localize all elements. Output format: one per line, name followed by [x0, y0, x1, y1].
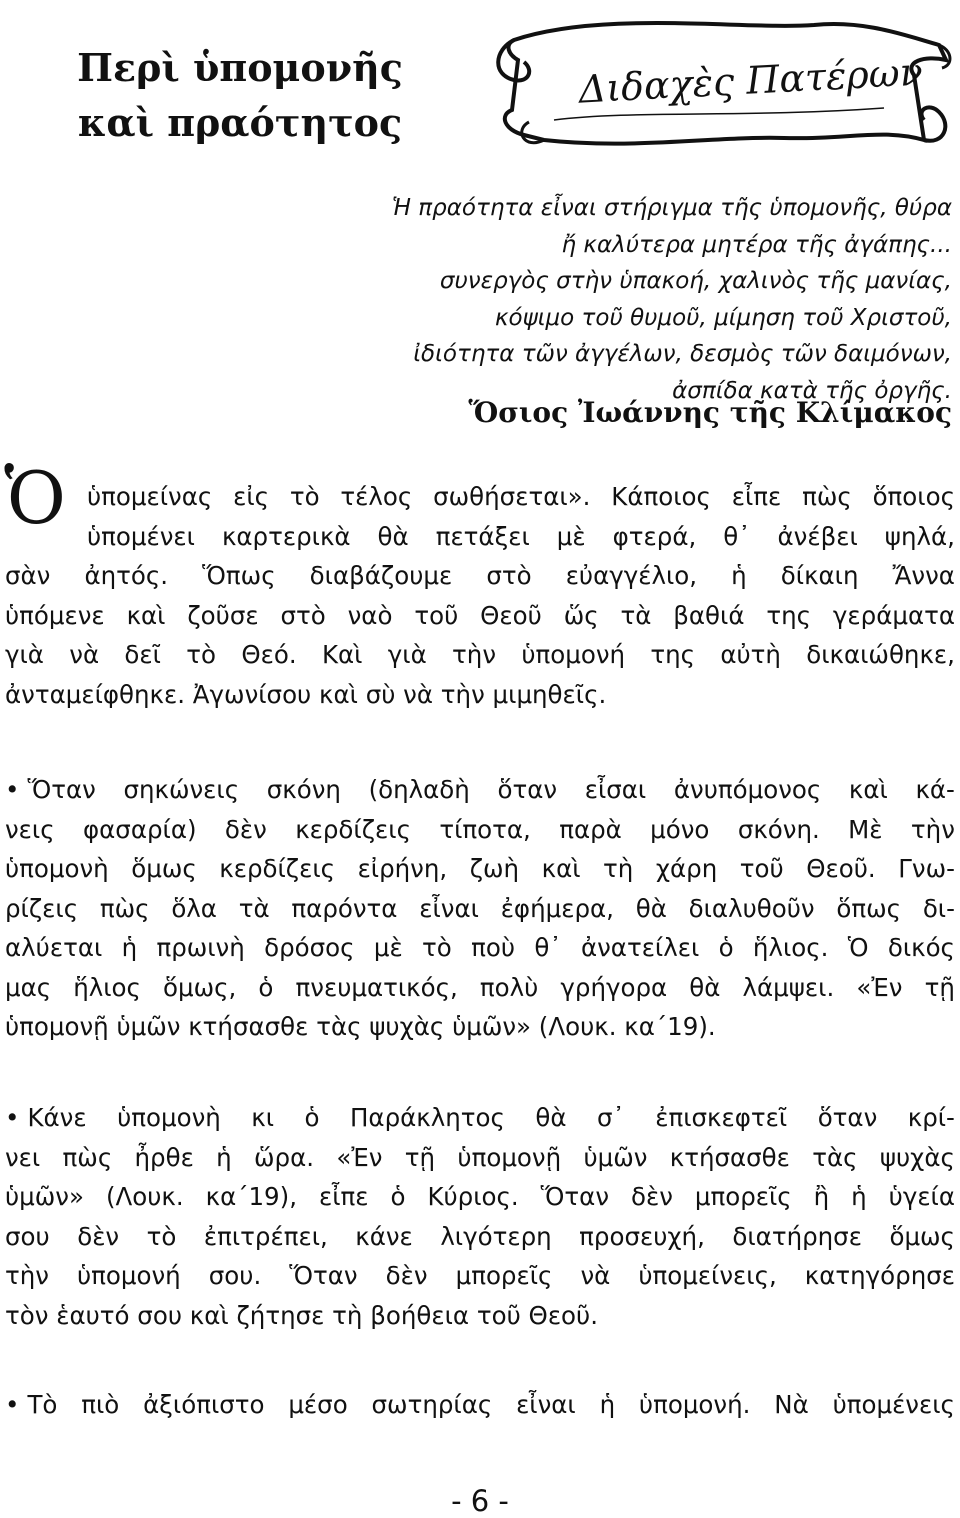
word: λιγότερη	[440, 1221, 552, 1251]
word: της	[650, 640, 696, 669]
text-line	[5, 477, 955, 517]
word: ὑπομονή	[521, 640, 626, 669]
word: τὴν	[452, 640, 497, 669]
text-line	[5, 770, 955, 810]
word: τὰ	[238, 893, 270, 923]
word: ὑγεία	[888, 1182, 955, 1211]
word: δὲν	[224, 814, 267, 844]
word: θὰ	[535, 1103, 567, 1132]
word: Κάποιος	[611, 482, 711, 511]
text-line	[5, 1098, 955, 1138]
word: στὸ	[486, 561, 532, 590]
word: εἶπε	[731, 482, 782, 511]
word: ὅμως	[889, 1221, 955, 1251]
word: φτερά,	[612, 521, 697, 551]
word: μας	[5, 972, 52, 1002]
text-line	[5, 635, 955, 675]
word: πὼς	[99, 893, 150, 923]
word: αλύεται	[5, 933, 103, 962]
word: στὸ	[280, 600, 326, 630]
word: ἡ	[216, 1142, 232, 1172]
word: βαθιά	[673, 600, 745, 630]
text-line	[5, 556, 955, 596]
word: θὰ	[689, 972, 721, 1002]
text-line	[5, 517, 955, 557]
word: κα΄19),	[205, 1182, 297, 1211]
word: ἦρθε	[134, 1142, 194, 1172]
word: εἶναι	[516, 1390, 576, 1419]
text-line	[5, 1385, 955, 1425]
scroll-banner-image	[484, 0, 954, 162]
word: σωθήσεται».	[433, 482, 591, 511]
word: τοῦ	[739, 854, 784, 883]
word: σκόνη.	[737, 814, 820, 844]
word: ἢ	[813, 1182, 830, 1211]
word: ὅμως	[131, 854, 197, 883]
word: δεῖ	[124, 640, 161, 669]
word: ὅμως,	[163, 972, 237, 1002]
word: ἡ	[599, 1390, 616, 1419]
word: Νὰ	[774, 1390, 809, 1419]
word: ὑπομένει	[87, 521, 195, 551]
word: ὑπομένεις	[832, 1390, 955, 1419]
word: καὶ	[541, 854, 581, 883]
word: δὲν	[630, 1182, 673, 1211]
word: κερδίζεις	[219, 854, 336, 883]
word: ἐπισκεφτεῖ	[655, 1103, 788, 1132]
word: τὸ	[289, 482, 320, 511]
word: ὑπομονή.	[638, 1390, 751, 1419]
word: ποὺ	[471, 933, 516, 962]
quote-line: ἰδιότητα τῶν ἀγγέλων, δεσμὸς τῶν δαιμόνων,	[413, 341, 952, 367]
text-span	[5, 635, 955, 675]
word: ἐπιτρέπει,	[203, 1221, 328, 1251]
quote-attribution: Ὅσιος Ἰωάννης τῆς Κλίμακος	[468, 396, 952, 429]
word: φασαρία)	[82, 814, 197, 844]
text-span	[27, 770, 955, 810]
word: γιὰ	[5, 640, 44, 669]
word: τὴν	[5, 1261, 49, 1290]
word: Καὶ	[321, 640, 363, 669]
word: ὁ	[718, 933, 734, 962]
word: εὐαγγέλιο,	[565, 561, 698, 590]
word: τὸ	[146, 1221, 177, 1251]
word: νει	[5, 1142, 41, 1172]
word: θ᾽	[534, 933, 562, 962]
word: Ὅταν	[540, 1182, 610, 1211]
word: ὅταν	[817, 1103, 878, 1132]
word: χάρη	[655, 854, 718, 883]
word: (Λουκ.	[105, 1182, 184, 1211]
word: ἡ	[121, 933, 138, 962]
bullet-paragraph-2	[5, 1098, 955, 1335]
word: πετάξει	[435, 521, 530, 551]
word: Τὸ	[27, 1390, 58, 1419]
word: τὸ	[186, 640, 217, 669]
word: ἥλιος	[73, 972, 141, 1002]
word: πιὸ	[81, 1390, 120, 1419]
text-span	[5, 1256, 955, 1296]
text-line	[5, 1138, 955, 1178]
word: σηκώνεις	[123, 775, 240, 804]
word: Γνω-	[898, 854, 955, 883]
quote-line: ἤ καλύτερα μητέρα τῆς ἀγάπης...	[561, 231, 952, 258]
word: ἡ	[731, 561, 747, 590]
word: Θεό.	[241, 640, 297, 669]
word: Μὲ	[848, 814, 883, 844]
word: τοῦ	[414, 600, 459, 630]
word: εἰρήνη,	[357, 854, 448, 883]
word: ὅλα	[171, 893, 217, 923]
word: δὲν	[77, 1221, 120, 1251]
word: «Ἐν	[336, 1142, 383, 1172]
text-span	[5, 968, 955, 1008]
word: δρόσος	[264, 933, 355, 962]
banner-text: Διδαχὲς Πατέρων	[577, 49, 924, 112]
word: Κάνε	[27, 1103, 87, 1132]
word: ἀνέβει	[777, 521, 858, 551]
word: κατηγόρησε	[804, 1261, 955, 1290]
text-span	[5, 1217, 955, 1257]
text-span	[87, 477, 955, 517]
text-span	[5, 1177, 955, 1217]
text-line	[5, 968, 955, 1008]
word: πνευματικός,	[295, 972, 458, 1002]
word: σ᾽	[596, 1103, 625, 1132]
page-title	[70, 40, 410, 150]
word: κι	[251, 1103, 275, 1132]
paragraph-1	[5, 477, 955, 714]
text-span: ὑπομονῇ ὑμῶν κτήσασθε τὰς ψυχὰς ὑμῶν» (Λουκ. κα΄19).	[5, 1012, 716, 1041]
word: ὑμῶν	[583, 1142, 648, 1172]
text-span: τὸν ἑαυτό σου καὶ ζήτησε τὴ βοήθεια τοῦ Θεοῦ.	[5, 1300, 599, 1330]
text-span	[87, 517, 955, 557]
word: διατήρησε	[732, 1221, 862, 1251]
word: σὰν	[5, 561, 51, 590]
bullet-icon: •	[5, 1103, 20, 1132]
word: πὼς	[62, 1142, 113, 1172]
text-line	[5, 1177, 955, 1217]
word: Ὅπως	[202, 561, 276, 590]
quote-block	[312, 190, 952, 409]
word: δικαιώθηκε,	[806, 640, 955, 669]
bullet-icon: •	[5, 775, 20, 804]
text-line	[5, 675, 955, 715]
word: δὲν	[385, 1261, 428, 1290]
word: τὰ	[620, 600, 652, 630]
word: ὑπομονῇ	[457, 1142, 562, 1172]
word: ἡ	[851, 1182, 867, 1211]
drop-cap: Ὁ	[4, 456, 66, 540]
word: νὰ	[69, 640, 100, 669]
text-span	[27, 1385, 955, 1425]
word: ὑμῶν»	[5, 1182, 84, 1211]
quote-line: Ἡ πραότητα εἶναι στήριγμα τῆς ὑπομονῆς, θύρα	[391, 195, 952, 221]
word: πρωινὴ	[156, 933, 245, 962]
word: της	[766, 600, 812, 630]
word: ὑπομείνεις,	[638, 1261, 777, 1290]
word: μπορεῖς	[455, 1261, 553, 1290]
text-line	[5, 596, 955, 636]
word: ψηλά,	[884, 521, 955, 551]
word: γιὰ	[387, 640, 427, 669]
word: ρίζεις	[5, 893, 79, 923]
word: κρί-	[907, 1103, 955, 1132]
word: (δηλαδὴ	[368, 775, 470, 804]
text-span	[5, 556, 955, 596]
page-number: - 6 -	[451, 1484, 509, 1518]
word: σου	[5, 1221, 50, 1251]
word: ψυχὰς	[879, 1142, 955, 1172]
word: τίποτα,	[439, 814, 531, 844]
word: διαλυθοῦν	[688, 893, 815, 923]
title-line-2: καὶ πραότητος	[77, 100, 403, 145]
word: τὴν	[910, 814, 955, 844]
word: Θεοῦ	[480, 600, 542, 630]
word: καρτερικὰ	[221, 521, 351, 551]
quote-line: ἀσπίδα κατὰ τῆς ὀργῆς.	[672, 377, 952, 404]
word: ὅποιος	[872, 482, 955, 511]
word: ὑπομονὴ	[117, 1103, 221, 1132]
text-span: ἀνταμείφθηκε. Ἀγωνίσου καὶ σὺ νὰ τὴν μιμηθεῖς.	[5, 679, 607, 709]
word: εἶπε	[318, 1182, 369, 1211]
word: κτήσασθε	[669, 1142, 790, 1172]
word: Θεοῦ.	[806, 854, 876, 883]
word: τῇ	[924, 972, 955, 1002]
text-span	[5, 596, 955, 636]
word: σκόνη	[266, 775, 341, 804]
word: τῇ	[404, 1142, 436, 1172]
word: Ὁ	[847, 933, 869, 962]
word: σωτηρίας	[371, 1390, 493, 1419]
word: παρὰ	[559, 814, 622, 844]
word: δι-	[922, 893, 955, 923]
quote-line: συνεργὸς στὴν ὑπακοή, χαλινὸς τῆς μανίας,	[439, 268, 952, 294]
bullet-paragraph-3	[5, 1385, 955, 1425]
bullet-paragraph-1	[5, 770, 955, 1047]
word: ὅπως	[836, 893, 902, 923]
word: ὑπομονὴ	[5, 854, 109, 883]
word: ζοῦσε	[187, 600, 259, 630]
word: ἀνυπόμονος	[673, 775, 822, 804]
word: ὑπόμενε	[5, 600, 105, 630]
word: ἀξιόπιστο	[143, 1390, 265, 1419]
word: διαβάζουμε	[309, 561, 453, 590]
word: ὥρα.	[254, 1142, 315, 1172]
word: παρόντα	[291, 893, 398, 923]
word: δικός	[887, 933, 955, 962]
text-line	[5, 1007, 955, 1047]
word: τέλος	[340, 482, 413, 511]
word: μὲ	[373, 933, 403, 962]
word: ἀνατείλει	[580, 933, 700, 962]
text-span	[5, 928, 955, 968]
text-line	[5, 1217, 955, 1257]
word: «Ἐν	[856, 972, 903, 1002]
word: κερδίζεις	[295, 814, 411, 844]
word: νὰ	[580, 1261, 611, 1290]
bullet-icon: •	[5, 1390, 20, 1419]
word: μὲ	[556, 521, 586, 551]
word: γεράματα	[832, 600, 955, 630]
word: ὥς	[563, 600, 599, 630]
text-span	[5, 1138, 955, 1178]
word: δίκαιη	[780, 561, 859, 590]
word: πολὺ	[479, 972, 539, 1002]
word: ὁ	[390, 1182, 406, 1211]
text-line	[5, 889, 955, 929]
word: θὰ	[635, 893, 667, 923]
word: σου.	[208, 1261, 262, 1290]
word: κάνε	[355, 1221, 413, 1251]
quote-line: κόψιμο τοῦ θυμοῦ, μίμηση τοῦ Χριστοῦ,	[494, 304, 952, 331]
word: Κύριος.	[427, 1182, 519, 1211]
text-span	[5, 810, 955, 850]
word: τὴ	[603, 854, 634, 883]
word: τὸ	[422, 933, 452, 962]
word: πὼς	[802, 482, 852, 511]
word: θ᾽	[723, 521, 751, 551]
word: καὶ	[848, 775, 888, 804]
word: κά-	[915, 775, 955, 804]
word: γρήγορα	[560, 972, 668, 1002]
text-span	[5, 889, 955, 929]
word: ὑπομείνας	[87, 482, 213, 511]
word: ὁ	[304, 1103, 320, 1132]
text-span	[5, 849, 955, 889]
word: ὁ	[258, 972, 274, 1002]
word: Παράκλητος	[350, 1103, 505, 1132]
text-line	[5, 1256, 955, 1296]
word: εἰς	[233, 482, 270, 511]
word: θὰ	[377, 521, 409, 551]
word: μόνο	[650, 814, 710, 844]
text-line	[5, 928, 955, 968]
word: λάμψει.	[742, 972, 835, 1002]
text-line	[5, 810, 955, 850]
word: Ὅταν	[289, 1261, 358, 1290]
title-line-1: Περὶ ὑπομονῆς	[77, 45, 403, 90]
text-line	[5, 849, 955, 889]
word: μέσο	[288, 1390, 348, 1419]
word: ἥλιος.	[752, 933, 829, 962]
word: ὅταν	[497, 775, 558, 804]
word: προσευχή,	[579, 1221, 705, 1251]
word: τὰς	[812, 1142, 858, 1172]
word: νεις	[5, 814, 55, 844]
word: Ἄννα	[892, 561, 955, 590]
word: ἀητός.	[84, 561, 169, 590]
word: ἐφήμερα,	[500, 893, 614, 923]
word: εἶναι	[419, 893, 479, 923]
word: καὶ	[126, 600, 166, 630]
word: ναὸ	[347, 600, 393, 630]
word: ζωὴ	[469, 854, 520, 883]
word: μπορεῖς	[694, 1182, 792, 1211]
word: Ὅταν	[27, 775, 96, 804]
word: ὑπομονή	[77, 1261, 181, 1290]
word: εἶσαι	[584, 775, 647, 804]
text-line	[5, 1296, 955, 1336]
word: αὐτὴ	[720, 640, 781, 669]
text-span	[27, 1098, 955, 1138]
